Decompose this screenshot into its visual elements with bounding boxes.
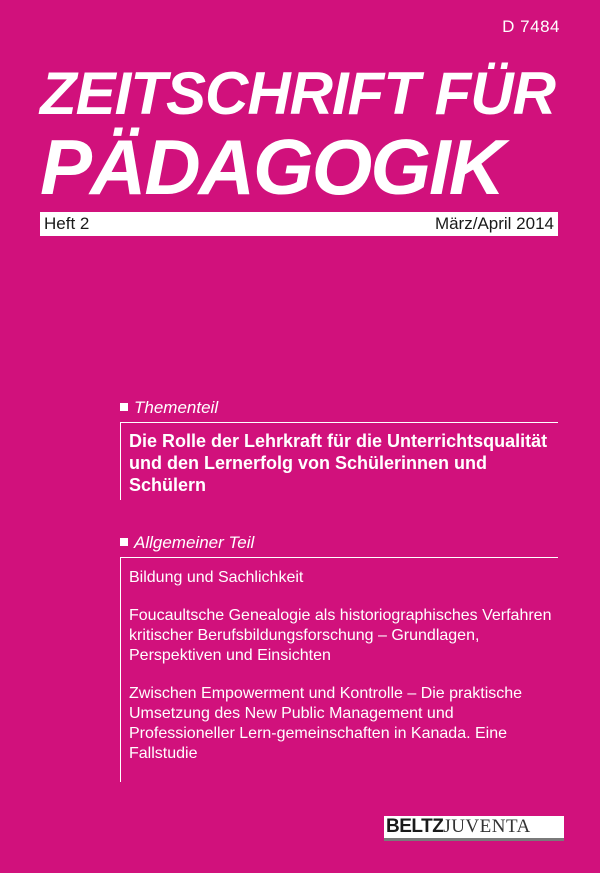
section-label-thementeil [120,398,218,418]
issue-date: März/April 2014 [434,214,554,233]
publication-code: D 7484 [502,17,560,36]
thementeil-frame [120,422,558,500]
square-bullet-icon [120,403,128,411]
square-bullet-icon [120,538,128,546]
thementeil-title: Die Rolle der Lehrkraft für die Unterrichtsqualität und den Lernerfolg von Schülerinnen und Schülern [129,431,548,495]
article-title: Bildung und Sachlichkeit [129,569,304,586]
section-label-text: Allgemeiner Teil [134,533,255,552]
section-label-allgemeiner-teil [120,533,254,553]
section-label-text: Thementeil [134,398,219,417]
allgemeiner-frame [120,557,558,782]
issue-bar [40,212,558,236]
publisher-logo-part1: BELTZ [386,816,444,837]
article-title: Foucaultsche Genealogie als historiographisches Verfahren kritischer Berufsbildungsforschung – Grundlagen, Perspektiven und Einsichten [129,607,552,664]
article-title: Zwischen Empowerment und Kontrolle – Die praktische Umsetzung des New Public Management und Professioneller Lern-gemeinschaften in Kanada. Eine Fallstudie [129,685,523,762]
journal-title-line1: ZEITSCHRIFT FÜR [40,60,555,127]
issue-number: Heft 2 [44,214,90,233]
journal-title-line2: PÄDAGOGIK [40,123,504,211]
publisher-logo [384,816,564,841]
publisher-logo-part2: JUVENTA [443,816,531,837]
